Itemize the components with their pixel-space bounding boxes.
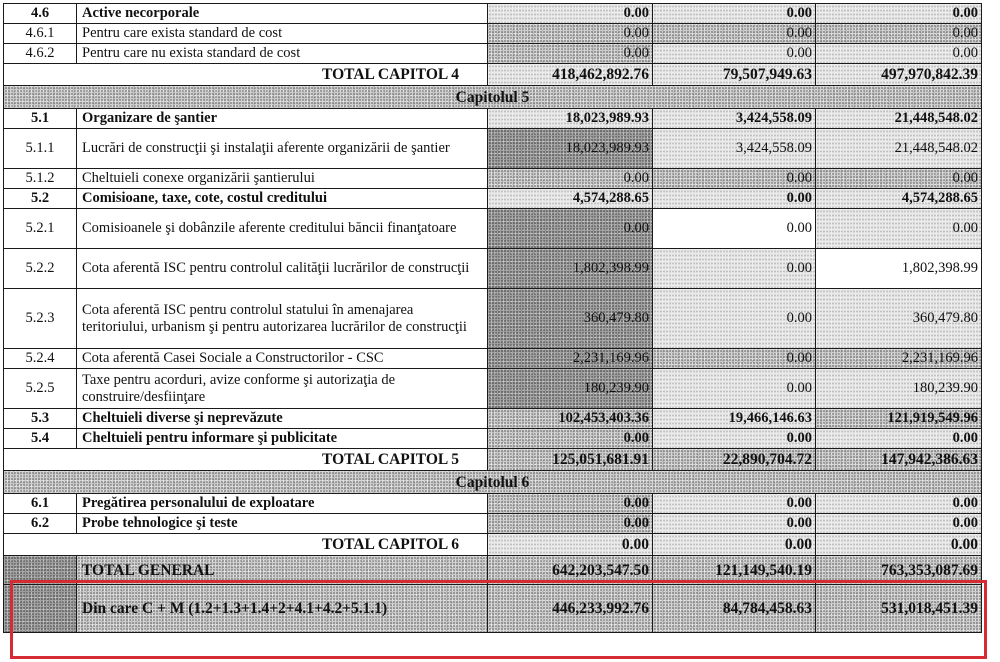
- value-cell-3: 0.00: [816, 514, 982, 534]
- row-code: 5.2.1: [4, 209, 77, 249]
- row-code: 4.6.2: [4, 44, 77, 64]
- value-cell-1: 102,453,403.36: [488, 409, 653, 429]
- value-cell-3: 0.00: [816, 169, 982, 189]
- value-cell-2: 0.00: [653, 189, 816, 209]
- row-label: Comisioane, taxe, cote, costul creditului: [77, 189, 488, 209]
- row-code: 5.2: [4, 189, 77, 209]
- row-label: Organizare de şantier: [77, 109, 488, 129]
- value-cell-3: 531,018,451.39: [816, 585, 982, 633]
- row-code: 5.1.1: [4, 129, 77, 169]
- row-code: 5.1.2: [4, 169, 77, 189]
- table-row: [4, 44, 982, 64]
- value-cell-3: 0.00: [816, 4, 982, 24]
- table-row: [4, 209, 982, 249]
- chapter-title: Capitolul 6: [4, 471, 982, 494]
- value-cell-2: 0.00: [653, 209, 816, 249]
- value-cell-2: 79,507,949.63: [653, 64, 816, 86]
- value-cell-1: 0.00: [488, 24, 653, 44]
- value-cell-2: 0.00: [653, 24, 816, 44]
- row-code: 5.2.3: [4, 289, 77, 349]
- value-cell-1: 4,574,288.65: [488, 189, 653, 209]
- table-row: [4, 24, 982, 44]
- value-cell-1: 0.00: [488, 429, 653, 449]
- table-row: [4, 169, 982, 189]
- value-cell-1: 642,203,547.50: [488, 556, 653, 585]
- value-cell-2: 0.00: [653, 369, 816, 409]
- table-row: [4, 349, 982, 369]
- value-cell-3: 360,479.80: [816, 289, 982, 349]
- value-cell-3: 0.00: [816, 429, 982, 449]
- table-row: [4, 129, 982, 169]
- value-cell-3: 2,231,169.96: [816, 349, 982, 369]
- row-label: Comisioanele şi dobânzile aferente creditului băncii finanţatoare: [77, 209, 488, 249]
- value-cell-3: 21,448,548.02: [816, 109, 982, 129]
- table-row: [4, 429, 982, 449]
- value-cell-3: 4,574,288.65: [816, 189, 982, 209]
- row-code: [4, 556, 77, 585]
- value-cell-1: 0.00: [488, 534, 653, 556]
- total-label: TOTAL CAPITOL 4: [4, 64, 488, 86]
- table-row: [4, 289, 982, 349]
- row-code: 6.1: [4, 494, 77, 514]
- value-cell-1: 180,239.90: [488, 369, 653, 409]
- value-cell-1: 0.00: [488, 44, 653, 64]
- chapter-title: Capitolul 5: [4, 86, 982, 109]
- value-cell-3: 0.00: [816, 494, 982, 514]
- value-cell-1: 125,051,681.91: [488, 449, 653, 471]
- row-label: Active necorporale: [77, 4, 488, 24]
- value-cell-1: 0.00: [488, 169, 653, 189]
- value-cell-1: 0.00: [488, 494, 653, 514]
- value-cell-3: 0.00: [816, 534, 982, 556]
- table-row: [4, 409, 982, 429]
- value-cell-3: 180,239.90: [816, 369, 982, 409]
- total-label: TOTAL CAPITOL 5: [4, 449, 488, 471]
- budget-table-body: [4, 4, 982, 633]
- row-code: 5.3: [4, 409, 77, 429]
- value-cell-3: 121,919,549.96: [816, 409, 982, 429]
- value-cell-1: 360,479.80: [488, 289, 653, 349]
- table-row: [4, 109, 982, 129]
- row-code: 5.4: [4, 429, 77, 449]
- value-cell-2: 0.00: [653, 429, 816, 449]
- grand-total-row: [4, 556, 982, 585]
- row-label: Pentru care nu exista standard de cost: [77, 44, 488, 64]
- value-cell-2: 0.00: [653, 44, 816, 64]
- value-cell-3: 497,970,842.39: [816, 64, 982, 86]
- budget-table: [3, 3, 982, 633]
- grand-total-label: Din care C + M (1.2+1.3+1.4+2+4.1+4.2+5.1.1): [77, 585, 488, 633]
- chapter-header-row: [4, 471, 982, 494]
- chapter-total-row: [4, 449, 982, 471]
- row-code: [4, 585, 77, 633]
- value-cell-2: 0.00: [653, 169, 816, 189]
- value-cell-2: 121,149,540.19: [653, 556, 816, 585]
- value-cell-2: 0.00: [653, 514, 816, 534]
- value-cell-2: 22,890,704.72: [653, 449, 816, 471]
- value-cell-2: 0.00: [653, 249, 816, 289]
- value-cell-3: 0.00: [816, 44, 982, 64]
- row-code: 5.2.2: [4, 249, 77, 289]
- grand-total-row: [4, 585, 982, 633]
- value-cell-1: 0.00: [488, 209, 653, 249]
- row-label: Cheltuieli conexe organizării şantierului: [77, 169, 488, 189]
- value-cell-2: 19,466,146.63: [653, 409, 816, 429]
- table-row: [4, 369, 982, 409]
- row-label: Pregătirea personalului de exploatare: [77, 494, 488, 514]
- value-cell-2: 3,424,558.09: [653, 129, 816, 169]
- row-code: 5.1: [4, 109, 77, 129]
- row-label: Cota aferentă Casei Sociale a Constructorilor - CSC: [77, 349, 488, 369]
- value-cell-2: 0.00: [653, 534, 816, 556]
- value-cell-3: 763,353,087.69: [816, 556, 982, 585]
- value-cell-1: 1,802,398.99: [488, 249, 653, 289]
- value-cell-2: 3,424,558.09: [653, 109, 816, 129]
- table-row: [4, 4, 982, 24]
- row-label: Lucrări de construcţii şi instalaţii aferente organizării de şantier: [77, 129, 488, 169]
- row-code: 4.6.1: [4, 24, 77, 44]
- value-cell-1: 2,231,169.96: [488, 349, 653, 369]
- table-row: [4, 514, 982, 534]
- row-label: Cheltuieli diverse şi neprevăzute: [77, 409, 488, 429]
- value-cell-3: 21,448,548.02: [816, 129, 982, 169]
- value-cell-1: 0.00: [488, 514, 653, 534]
- chapter-total-row: [4, 534, 982, 556]
- row-label: Cota aferentă ISC pentru controlul statului în amenajarea teritoriului, urbanism şi pentru autorizarea lucrărilor de construcţii: [77, 289, 488, 349]
- value-cell-1: 0.00: [488, 4, 653, 24]
- value-cell-2: 0.00: [653, 349, 816, 369]
- chapter-total-row: [4, 64, 982, 86]
- row-code: 5.2.5: [4, 369, 77, 409]
- row-label: Probe tehnologice şi teste: [77, 514, 488, 534]
- table-row: [4, 189, 982, 209]
- table-row: [4, 494, 982, 514]
- table-row: [4, 249, 982, 289]
- value-cell-3: 147,942,386.63: [816, 449, 982, 471]
- row-code: 4.6: [4, 4, 77, 24]
- value-cell-2: 0.00: [653, 289, 816, 349]
- row-code: 5.2.4: [4, 349, 77, 369]
- row-label: Pentru care exista standard de cost: [77, 24, 488, 44]
- value-cell-2: 0.00: [653, 4, 816, 24]
- value-cell-1: 18,023,989.93: [488, 109, 653, 129]
- row-label: Taxe pentru acorduri, avize conforme şi autorizaţia de construire/desfiinţare: [77, 369, 488, 409]
- value-cell-2: 0.00: [653, 494, 816, 514]
- value-cell-1: 18,023,989.93: [488, 129, 653, 169]
- value-cell-3: 0.00: [816, 209, 982, 249]
- value-cell-1: 446,233,992.76: [488, 585, 653, 633]
- value-cell-1: 418,462,892.76: [488, 64, 653, 86]
- row-code: 6.2: [4, 514, 77, 534]
- value-cell-3: 1,802,398.99: [816, 249, 982, 289]
- row-label: Cota aferentă ISC pentru controlul calităţii lucrărilor de construcţii: [77, 249, 488, 289]
- budget-table-container: [3, 3, 982, 633]
- grand-total-label: TOTAL GENERAL: [77, 556, 488, 585]
- chapter-header-row: [4, 86, 982, 109]
- value-cell-3: 0.00: [816, 24, 982, 44]
- total-label: TOTAL CAPITOL 6: [4, 534, 488, 556]
- value-cell-2: 84,784,458.63: [653, 585, 816, 633]
- row-label: Cheltuieli pentru informare şi publicitate: [77, 429, 488, 449]
